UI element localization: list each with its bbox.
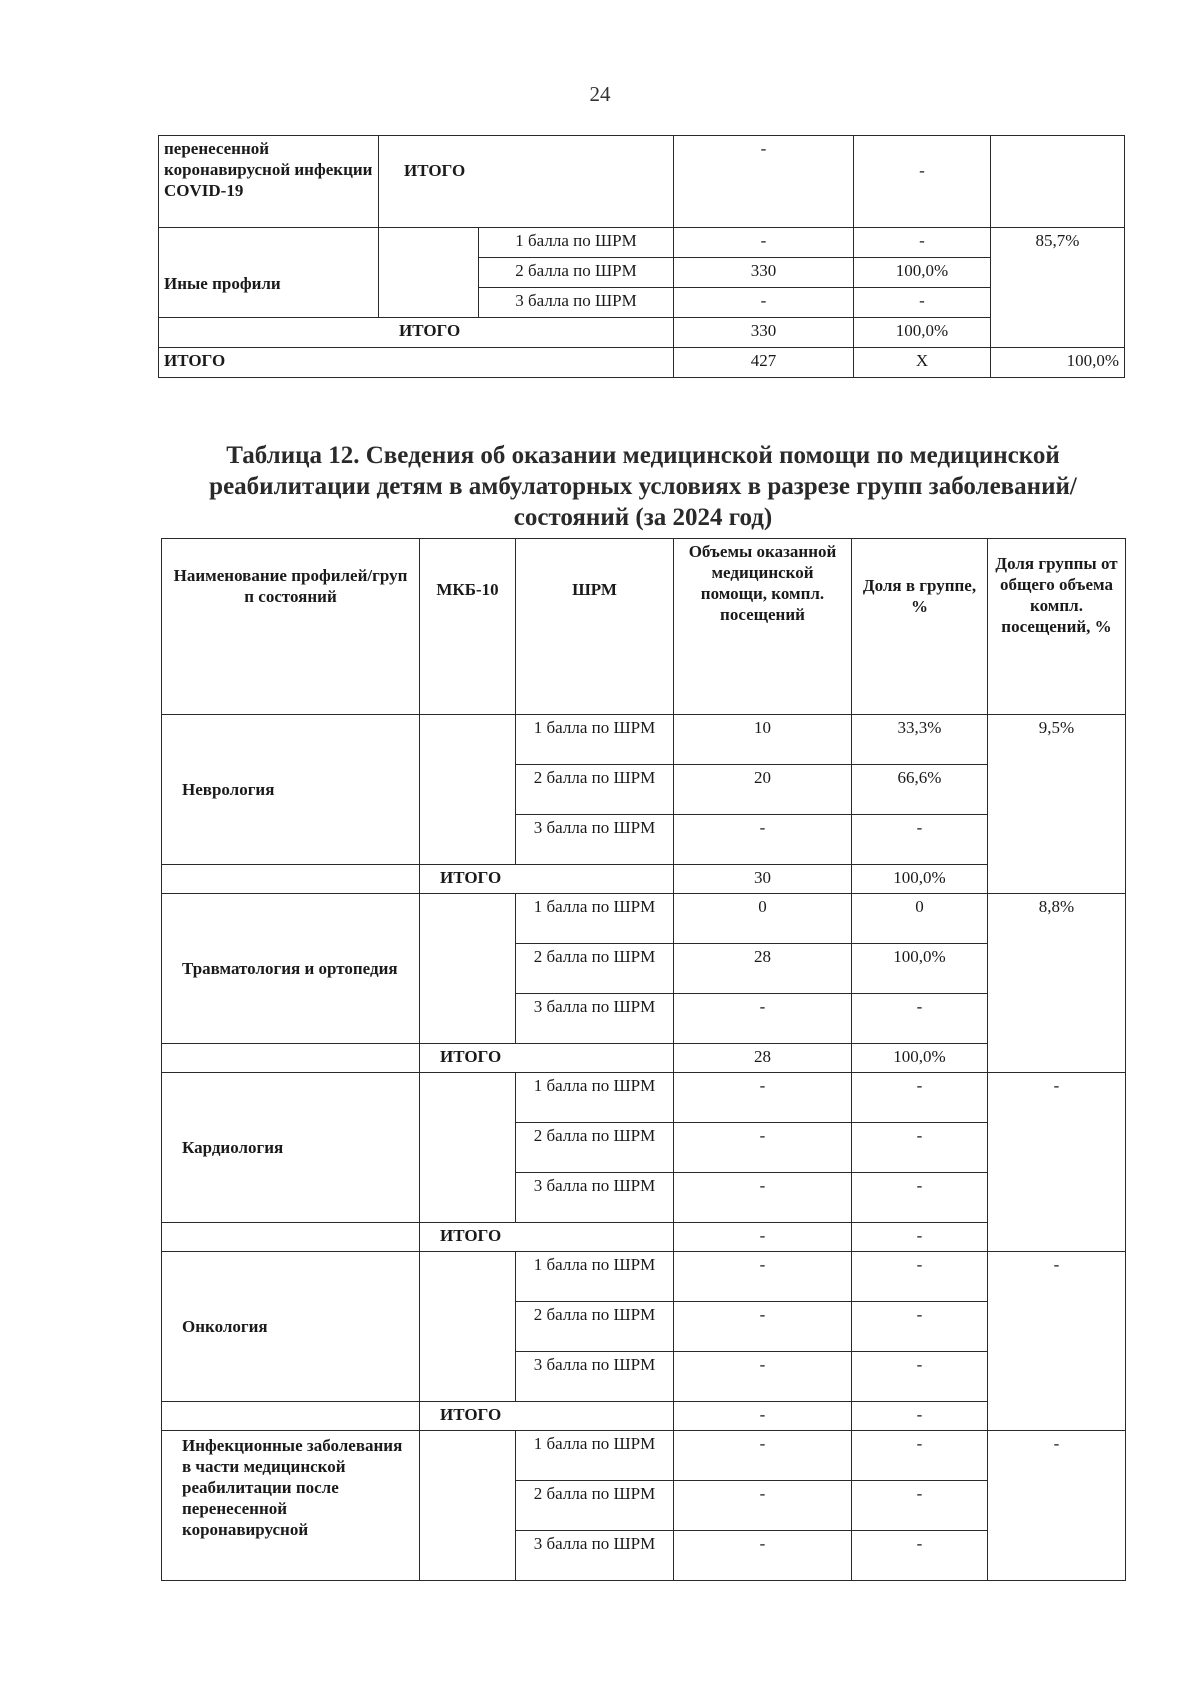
header-volume: Объемы оказанной медицинской помощи, компл. посещений — [674, 539, 852, 715]
volume-value: - — [674, 1352, 852, 1402]
score-label: 2 балла по ШРМ — [516, 944, 674, 994]
group-total-label: ИТОГО — [420, 1044, 674, 1073]
table-row — [162, 715, 1126, 765]
group-total-volume: 28 — [674, 1044, 852, 1073]
mkb-cell — [420, 894, 516, 1044]
score-label: 3 балла по ШРМ — [516, 1352, 674, 1402]
score-label: 1 балла по ШРМ — [516, 1073, 674, 1123]
table-row — [159, 318, 1125, 348]
grand-total-share: Х — [854, 348, 991, 378]
group-total-share: - — [852, 1402, 988, 1431]
group-share: - — [988, 1252, 1126, 1431]
mkb-cell — [420, 715, 516, 865]
score-label: 1 балла по ШРМ — [516, 894, 674, 944]
name-spacer-cell — [162, 1402, 420, 1431]
score-label: 2 балла по ШРМ — [479, 258, 674, 288]
table-row — [162, 1223, 1126, 1252]
score-label: 3 балла по ШРМ — [479, 288, 674, 318]
score-label: 2 балла по ШРМ — [516, 765, 674, 815]
table-row — [162, 865, 1126, 894]
group-total-volume: 30 — [674, 865, 852, 894]
group-total-label: ИТОГО — [420, 1402, 674, 1431]
group-total-volume: - — [674, 1223, 852, 1252]
score-label: 1 балла по ШРМ — [516, 1252, 674, 1302]
group-name: Травматология и ортопедия — [162, 894, 420, 1044]
share-value: - — [852, 1173, 988, 1223]
group-share: - — [988, 1431, 1126, 1581]
other-total-volume: 330 — [674, 318, 854, 348]
volume-value: 330 — [674, 258, 854, 288]
share-value: - — [854, 288, 991, 318]
score-label: 3 балла по ШРМ — [516, 994, 674, 1044]
table-row — [162, 1431, 1126, 1481]
volume-value: - — [674, 1252, 852, 1302]
share-value: - — [852, 1431, 988, 1481]
score-label: 2 балла по ШРМ — [516, 1123, 674, 1173]
group-share: 8,8% — [988, 894, 1126, 1073]
volume-value: 28 — [674, 944, 852, 994]
volume-value: - — [674, 1431, 852, 1481]
group-name: Онкология — [162, 1252, 420, 1402]
share-value: - — [852, 1073, 988, 1123]
volume-value: - — [674, 288, 854, 318]
table-row — [162, 894, 1126, 944]
share-value: - — [852, 1352, 988, 1402]
score-label: 3 балла по ШРМ — [516, 1173, 674, 1223]
table-row — [162, 1073, 1126, 1123]
score-label: 1 балла по ШРМ — [516, 1431, 674, 1481]
score-label: 3 балла по ШРМ — [516, 815, 674, 865]
volume-value: - — [674, 228, 854, 258]
share-value: - — [852, 994, 988, 1044]
volume-value: - — [674, 815, 852, 865]
share-value: 100,0% — [852, 944, 988, 994]
group-name: Инфекционные заболевания в части медицинской реабилитации после перенесенной коронавирусной — [162, 1431, 420, 1581]
share-value: - — [852, 1252, 988, 1302]
covid-total-label: ИТОГО — [379, 136, 674, 228]
share-value: 66,6% — [852, 765, 988, 815]
table-11-continuation — [158, 135, 1125, 378]
volume-value: - — [674, 1123, 852, 1173]
covid-group-share — [991, 136, 1125, 228]
share-value: - — [852, 1531, 988, 1581]
group-total-share: 100,0% — [852, 1044, 988, 1073]
table-row — [159, 348, 1125, 378]
group-total-share: - — [852, 1223, 988, 1252]
score-label: 1 балла по ШРМ — [516, 715, 674, 765]
page-number: 24 — [589, 82, 611, 106]
header-name: Наименование профилей/груп п состояний — [162, 539, 420, 715]
share-value: - — [852, 1481, 988, 1531]
table-header-row — [162, 539, 1126, 715]
share-value: - — [852, 1123, 988, 1173]
other-total-label: ИТОГО — [159, 318, 674, 348]
volume-value: 10 — [674, 715, 852, 765]
grand-total-label: ИТОГО — [159, 348, 674, 378]
table-row — [159, 228, 1125, 258]
score-label: 2 балла по ШРМ — [516, 1302, 674, 1352]
volume-value: - — [674, 1481, 852, 1531]
share-value: 0 — [852, 894, 988, 944]
table-12 — [161, 538, 1126, 1581]
table-row — [162, 1044, 1126, 1073]
name-spacer-cell — [162, 1044, 420, 1073]
table-12-title: Таблица 12. Сведения об оказании медицинской помощи по медицинской реабилитации детям в амбулаторных условиях в разрезе групп заболеваний/состояний (за 2024 год) — [209, 442, 1077, 531]
share-value: - — [852, 1302, 988, 1352]
volume-value: - — [674, 1173, 852, 1223]
name-spacer-cell — [162, 865, 420, 894]
group-total-label: ИТОГО — [420, 865, 674, 894]
header-share: Доля в группе, % — [852, 539, 988, 715]
group-name: Неврология — [162, 715, 420, 865]
grand-total-group-share: 100,0% — [991, 348, 1125, 378]
other-total-share: 100,0% — [854, 318, 991, 348]
group-share: - — [988, 1073, 1126, 1252]
header-mkb: МКБ-10 — [420, 539, 516, 715]
share-value: 100,0% — [854, 258, 991, 288]
header-shrm: ШРМ — [516, 539, 674, 715]
share-value: - — [852, 815, 988, 865]
share-value: - — [854, 228, 991, 258]
other-mkb-cell — [379, 228, 479, 318]
mkb-cell — [420, 1252, 516, 1402]
mkb-cell — [420, 1073, 516, 1223]
name-spacer-cell — [162, 1223, 420, 1252]
volume-value: - — [674, 1302, 852, 1352]
mkb-cell — [420, 1431, 516, 1581]
covid-total-share: - — [854, 136, 991, 228]
score-label: 2 балла по ШРМ — [516, 1481, 674, 1531]
other-group-label: Иные профили — [159, 228, 379, 318]
share-value: 33,3% — [852, 715, 988, 765]
covid-group-label: перенесенной коронавирусной инфекции COVID-19 — [159, 136, 379, 228]
group-share: 9,5% — [988, 715, 1126, 894]
score-label: 3 балла по ШРМ — [516, 1531, 674, 1581]
table-row — [162, 1252, 1126, 1302]
covid-total-volume: - — [674, 136, 854, 228]
volume-value: 20 — [674, 765, 852, 815]
grand-total-volume: 427 — [674, 348, 854, 378]
volume-value: 0 — [674, 894, 852, 944]
group-total-label: ИТОГО — [420, 1223, 674, 1252]
volume-value: - — [674, 1073, 852, 1123]
table-row — [162, 1402, 1126, 1431]
group-name: Кардиология — [162, 1073, 420, 1223]
header-group-share: Доля группы от общего объема компл. посещений, % — [988, 539, 1126, 715]
group-total-share: 100,0% — [852, 865, 988, 894]
volume-value: - — [674, 994, 852, 1044]
volume-value: - — [674, 1531, 852, 1581]
score-label: 1 балла по ШРМ — [479, 228, 674, 258]
group-total-volume: - — [674, 1402, 852, 1431]
other-group-share: 85,7% — [991, 228, 1125, 348]
